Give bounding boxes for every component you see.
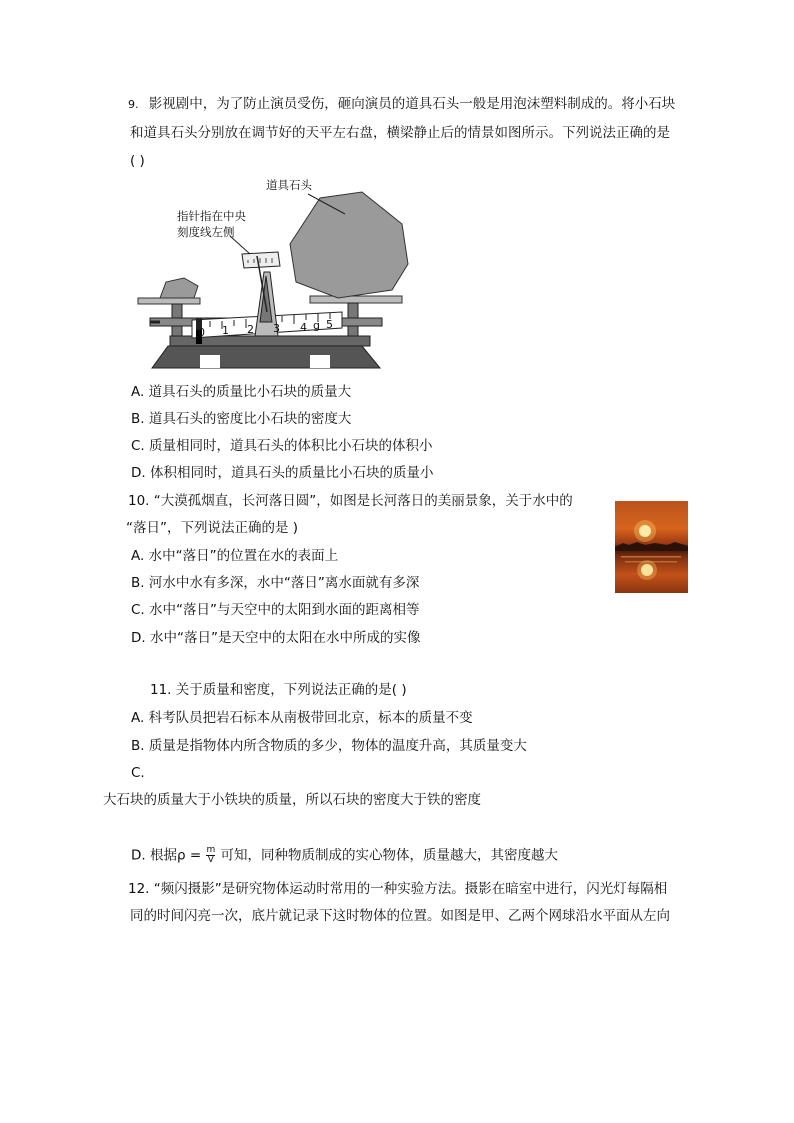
sunset-drawing <box>615 501 688 593</box>
q9-option-d: D. 体积相同时，道具石头的质量比小石块的质量小 <box>131 465 434 481</box>
q11-option-d-prefix: D. 根据ρ = <box>131 847 202 864</box>
sunset-river-photo <box>615 501 688 593</box>
q9-option-c: C. 质量相同时，道具石头的体积比小石块的体积小 <box>131 438 433 454</box>
q10-option-b: B. 河水中水有多深，水中“落日”离水面就有多深 <box>131 575 420 591</box>
q12-stem-line2: 同的时间闪亮一次，底片就记录下这时物体的位置。如图是甲、乙两个网球沿水平面从左向 <box>130 908 670 924</box>
q9-stem-line1 <box>128 95 675 114</box>
label-prop-stone: 道具石头 <box>266 178 312 192</box>
q9-answer-blank: ( ) <box>130 153 145 169</box>
density-formula <box>206 846 215 865</box>
q11-option-c-text: 大石块的质量大于小铁块的质量，所以石块的密度大于铁的密度 <box>103 792 481 808</box>
formula-numerator: m <box>206 845 216 855</box>
q11-option-b: B. 质量是指物体内所含物质的多少，物体的温度升高，其质量变大 <box>131 738 527 754</box>
scale-unit-g: g <box>313 319 320 332</box>
scale-num-2: 2 <box>247 323 254 336</box>
q10-stem-line2: “落日”，下列说法正确的是 ) <box>126 520 299 536</box>
q9-option-b: B. 道具石头的密度比小石块的密度大 <box>131 411 352 427</box>
q10-stem-line1: 10. “大漠孤烟直，长河落日圆”，如图是长河落日的美丽景象，关于水中的 <box>128 493 573 509</box>
label-pointer-line1: 指针指在中央 <box>177 209 246 223</box>
q11-option-a: A. 科考队员把岩石标本从南极带回北京，标本的质量不变 <box>131 710 473 726</box>
balance-figure <box>130 172 415 372</box>
scale-num-4: 4 <box>300 321 307 334</box>
q11-stem: 11. 关于质量和密度，下列说法正确的是( ) <box>150 682 407 698</box>
scale-num-3: 3 <box>273 322 280 335</box>
q11-option-d <box>131 846 558 865</box>
scale-num-1: 1 <box>222 324 229 337</box>
q10-option-d: D. 水中“落日”是天空中的太阳在水中所成的实像 <box>131 630 421 646</box>
q12-stem-line1: 12. “频闪摄影”是研究物体运动时常用的一种实验方法。摄影在暗室中进行，闪光灯每隔相 <box>128 881 668 897</box>
q9-text-1: 影视剧中，为了防止演员受伤，砸向演员的道具石头一般是用泡沫塑料制成的。将小石块 <box>148 96 676 112</box>
q11-option-d-suffix: 可知，同种物质制成的实心物体，质量越大，其密度越大 <box>220 847 559 864</box>
label-pointer-line2: 刻度线左侧 <box>177 225 235 239</box>
scale-num-5: 5 <box>326 318 333 331</box>
q9-option-a: A. 道具石头的质量比小石块的质量大 <box>131 384 352 400</box>
balance-illustration <box>130 172 415 372</box>
q9-stem-line2: 和道具石头分别放在调节好的天平左右盘，横梁静止后的情景如图所示。下列说法正确的是 <box>130 125 670 141</box>
formula-denominator: V <box>207 855 214 865</box>
q10-option-a: A. 水中“落日”的位置在水的表面上 <box>131 548 339 564</box>
q10-option-c: C. 水中“落日”与天空中的太阳到水面的距离相等 <box>131 602 420 618</box>
scale-num-0: 0 <box>198 326 205 339</box>
q9-number: 9. <box>128 98 139 111</box>
q11-option-c-label: C. <box>131 765 145 781</box>
